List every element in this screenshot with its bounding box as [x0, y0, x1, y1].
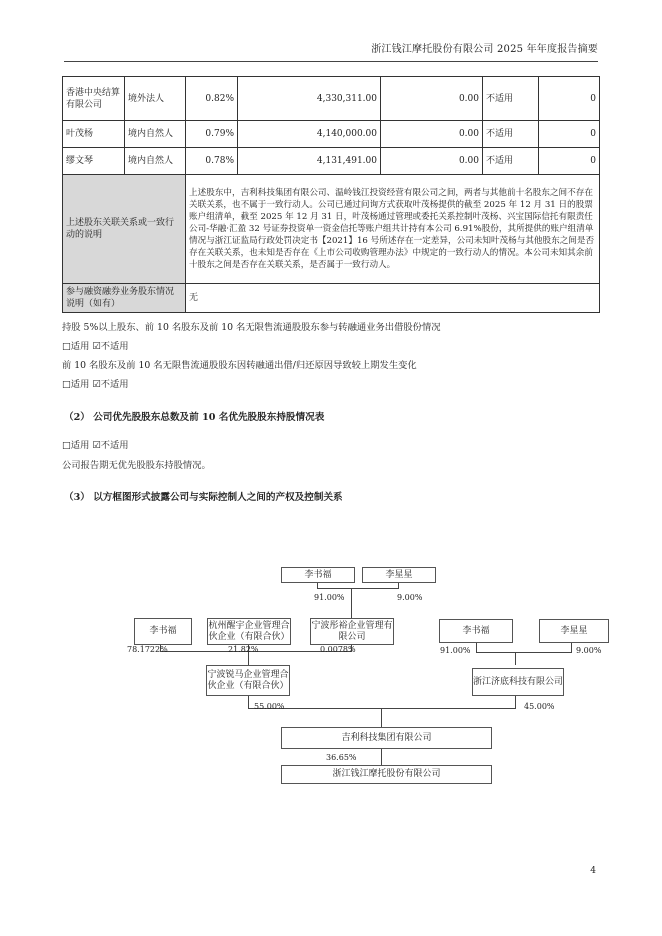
pct-label: 36.65%: [326, 753, 357, 762]
connector: [515, 695, 516, 708]
pct-label: 55.00%: [254, 702, 285, 711]
geely-tech-box: 吉利科技集团有限公司: [281, 727, 492, 749]
holder-name: 香港中央结算有限公司: [63, 77, 125, 121]
pct-label: 9.00%: [397, 593, 423, 602]
connector: [248, 708, 516, 709]
checkbox-line: □适用 ☑不适用: [62, 379, 129, 390]
pct-label: 78.1722%: [127, 645, 168, 654]
checkbox-line: □适用 ☑不适用: [62, 440, 129, 451]
hangzhou-xingyu-box: 杭州醒宇企业管理合伙企业（有限合伙）: [207, 618, 291, 645]
holder-ratio: 0.79%: [186, 121, 238, 148]
holder-count: 0: [539, 77, 600, 121]
holder-shares: 4,330,311.00: [238, 77, 381, 121]
li-shufu-top-box: 李书福: [281, 567, 355, 583]
connector: [248, 695, 249, 708]
pct-label: 91.00%: [440, 646, 471, 655]
holder-nature: 境内自然人: [125, 121, 186, 148]
relation-label: 上述股东关联关系或一致行动的说明: [63, 175, 186, 284]
section-heading: （2） 公司优先股股东总数及前 10 名优先股股东持股情况表: [64, 412, 325, 423]
li-shufu-left-box: 李书福: [134, 618, 192, 645]
pct-label: 9.00%: [576, 646, 602, 655]
connector: [351, 588, 352, 618]
checkbox-line: □适用 ☑不适用: [62, 341, 129, 352]
holder-count: 0: [539, 148, 600, 175]
header-title: 浙江钱江摩托股份有限公司 2025 年年度报告摘要: [371, 44, 598, 55]
li-xingxing-right-box: 李星星: [539, 619, 609, 643]
holder-name: 叶茂杨: [63, 121, 125, 148]
connector: [381, 748, 382, 765]
paragraph: 持股 5%以上股东、前 10 名股东及前 10 名无限售流通股股东参与转融通业务出借股份情况: [62, 322, 441, 333]
shareholder-table: [62, 76, 600, 313]
table-row: [63, 77, 600, 121]
pct-label: 21.82%: [228, 645, 259, 654]
holder-ratio: 0.82%: [186, 77, 238, 121]
connector: [476, 642, 477, 652]
pct-label: 0.0078%: [320, 645, 356, 654]
holder-count: 0: [539, 121, 600, 148]
header-rule: [64, 61, 598, 62]
holder-shares: 4,140,000.00: [238, 121, 381, 148]
zhejiang-jiyu-box: 浙江济底科技有限公司: [472, 668, 564, 696]
holder-pledge: 不适用: [483, 77, 539, 121]
page-number: 4: [590, 866, 596, 876]
holder-ratio: 0.78%: [186, 148, 238, 175]
table-row: [63, 175, 600, 284]
ningbo-ruima-box: 宁波锐马企业管理合伙企业（有限合伙）: [206, 665, 290, 696]
connector: [571, 642, 572, 652]
holder-shares: 4,131,491.00: [238, 148, 381, 175]
pct-label: 45.00%: [524, 702, 555, 711]
margin-text: 无: [186, 284, 600, 313]
holder-restricted: 0.00: [381, 121, 483, 148]
ownership-chart: [62, 518, 602, 801]
ningbo-tongyu-box: 宁波彤裕企业管理有限公司: [310, 618, 394, 645]
connector: [515, 652, 516, 665]
table-row: [63, 148, 600, 175]
holder-name: 缪文琴: [63, 148, 125, 175]
holder-restricted: 0.00: [381, 77, 483, 121]
holder-nature: 境外法人: [125, 77, 186, 121]
holder-nature: 境内自然人: [125, 148, 186, 175]
connector: [381, 708, 382, 727]
pct-label: 91.00%: [314, 593, 345, 602]
holder-pledge: 不适用: [483, 148, 539, 175]
table-row: [63, 121, 600, 148]
connector: [317, 588, 399, 589]
holder-pledge: 不适用: [483, 121, 539, 148]
li-xingxing-top-box: 李星星: [362, 567, 436, 583]
margin-label: 参与融资融券业务股东情况说明（如有）: [63, 284, 186, 313]
connector: [476, 652, 572, 653]
table-row: [63, 284, 600, 313]
li-shufu-right-box: 李书福: [439, 619, 513, 643]
qianjiang-motor-box: 浙江钱江摩托股份有限公司: [281, 765, 492, 784]
section-heading: （3） 以方框图形式披露公司与实际控制人之间的产权及控制关系: [64, 492, 343, 503]
holder-restricted: 0.00: [381, 148, 483, 175]
paragraph: 公司报告期无优先股股东持股情况。: [62, 460, 211, 471]
paragraph: 前 10 名股东及前 10 名无限售流通股股东因转融通出借/归还原因导致较上期发生变化: [62, 360, 417, 371]
relation-text: 上述股东中，吉利科技集团有限公司、温岭钱江投资经营有限公司之间，两者与其他前十名股东之间不存在关联关系，也不属于一致行动人。公司已通过问询方式获取叶茂杨提供的截至 2025 年 12 月 31 日的股票账户组清单，截至 2025 年 12 月 31 日，叶茂杨通过管理或委托关系控制叶茂杨、兴宝国际信托有限责任公司-华融·汇盈 32 号证券投资单一资金信托等账户组共计持有本公司 6.91%股份，其所提供的账户组清单情况与浙江证监局行政处罚决定书【2021】16 号所述存在一定差异，公司未知叶茂杨与其他股东之间是否存在关联关系，也未知是否存在《上市公司收购管理办法》中规定的一致行动人的情况。本公司未知其余前十股东之间是否存在关联关系，是否属于一致行动人。: [186, 175, 600, 284]
